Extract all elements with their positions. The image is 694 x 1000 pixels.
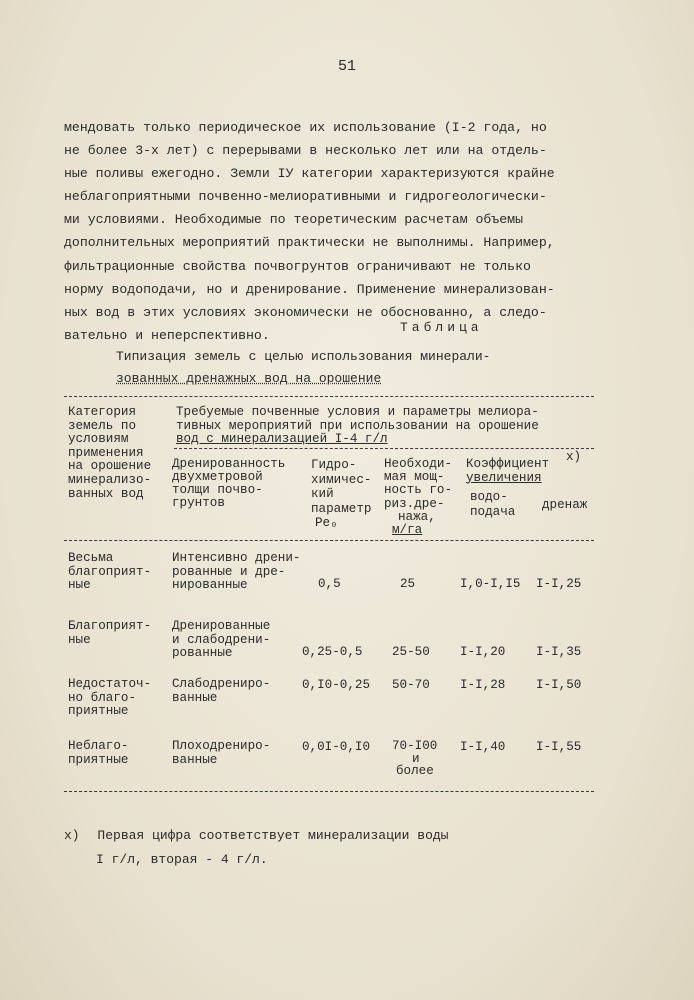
header-footnote-mark: х) [566, 450, 582, 464]
footnote-text: Первая цифра соответствует минерализации воды [97, 828, 449, 843]
paragraph-line: не более 3-х лет) с перерывами в несколько лет или на отдель- [64, 143, 547, 159]
row-hydro: 0,0I-0,I0 [302, 740, 371, 754]
row-category: Благоприят- ные [68, 619, 152, 647]
row-depth: 70-I00 и более [392, 739, 438, 778]
row-drainage: Дренированные и слабодрени- рованные [172, 619, 271, 660]
row-depth: 50-70 [392, 678, 430, 692]
row-hydro: 0,25-0,5 [302, 645, 363, 659]
header-hydro: Гидро- химичес- кий параметр Ре₀ [311, 458, 372, 530]
row-depth: 25 [400, 577, 416, 591]
row-depth: 25-50 [392, 645, 430, 659]
table-caption [116, 346, 490, 390]
row-category: Неблаго- приятные [68, 739, 129, 767]
header-drainage: Дренированность двухметровой толщи почво- грунтов [172, 457, 286, 510]
row-hydro: 0,I0-0,25 [302, 678, 371, 692]
row-drainage: Слабодрениро- ванные [172, 677, 271, 705]
paragraph-line: фильтрационные свойства почвогрунтов ограничивают не только [64, 258, 531, 274]
paragraph-line: ми условиями. Необходимые по теоретическим расчетам объемы [64, 212, 523, 228]
header-coefficient: Коэффициент увеличения [466, 457, 550, 485]
caption-line: зованных дренажных вод на орошение [116, 371, 382, 386]
footnote [64, 824, 448, 872]
row-drain: I-I,25 [536, 577, 582, 591]
header-category: Категория земель по условиям применения на орошение минерализо- ванных вод [68, 405, 152, 501]
row-drainage: Плоходрениро- ванные [172, 739, 271, 767]
footnote-line: I г/л, вторая - 4 г/л. [96, 852, 268, 867]
paragraph-line: вательно и неперспективно. [64, 327, 270, 343]
header-water: водо- подача [470, 490, 516, 519]
row-category: Весьма благоприят- ные [68, 551, 152, 592]
header-requirements: Требуемые почвенные условия и параметры мелиора- тивных мероприятий при использовании на орошение вод с минерализацией I-4 г/л [176, 405, 539, 447]
header-bottom-rule [64, 540, 594, 541]
row-category: Недостаточ- но благо- приятные [68, 677, 152, 718]
table-label: Таблица [400, 320, 483, 335]
footnote-mark: х) [64, 828, 80, 843]
row-water: I,0-I,I5 [460, 577, 521, 591]
row-drain: I-I,50 [536, 678, 582, 692]
row-hydro: 0,5 [318, 577, 341, 591]
row-drain: I-I,55 [536, 740, 582, 754]
header-sub-rule [174, 448, 594, 449]
footnote-line [64, 824, 448, 848]
row-water: I-I,40 [460, 740, 506, 754]
paragraph-line: ных вод в этих условиях экономически не обоснованно, а следо- [64, 304, 547, 320]
row-water: I-I,20 [460, 645, 506, 659]
body-paragraph [64, 116, 604, 347]
caption-line: Типизация земель с целью использования минерали- [116, 349, 491, 364]
paragraph-line: дополнительных мероприятий практически не выполнимы. Например, [64, 235, 555, 251]
table-top-rule [64, 396, 594, 397]
paragraph-line: неблагоприятными почвенно-мелиоративными и гидрогеологически- [64, 189, 547, 205]
table-bottom-rule [64, 791, 594, 792]
row-drain: I-I,35 [536, 645, 582, 659]
header-depth: Необходи- мая мощ- ность го- риз.дре- нажа, м/га [384, 457, 453, 538]
paragraph-line: норму водоподачи, но и дренирование. Применение минерализован- [64, 281, 555, 297]
row-drainage: Интенсивно дрени- рованные и дре- нированные [172, 551, 301, 592]
header-drain: дренаж [542, 498, 588, 512]
paragraph-line: ные поливы ежегодно. Земли IУ категории характеризуются крайне [64, 166, 555, 182]
paragraph-line: мендовать только периодическое их использование (I-2 года, но [64, 120, 547, 135]
row-water: I-I,28 [460, 678, 506, 692]
page-number: 51 [337, 58, 356, 75]
